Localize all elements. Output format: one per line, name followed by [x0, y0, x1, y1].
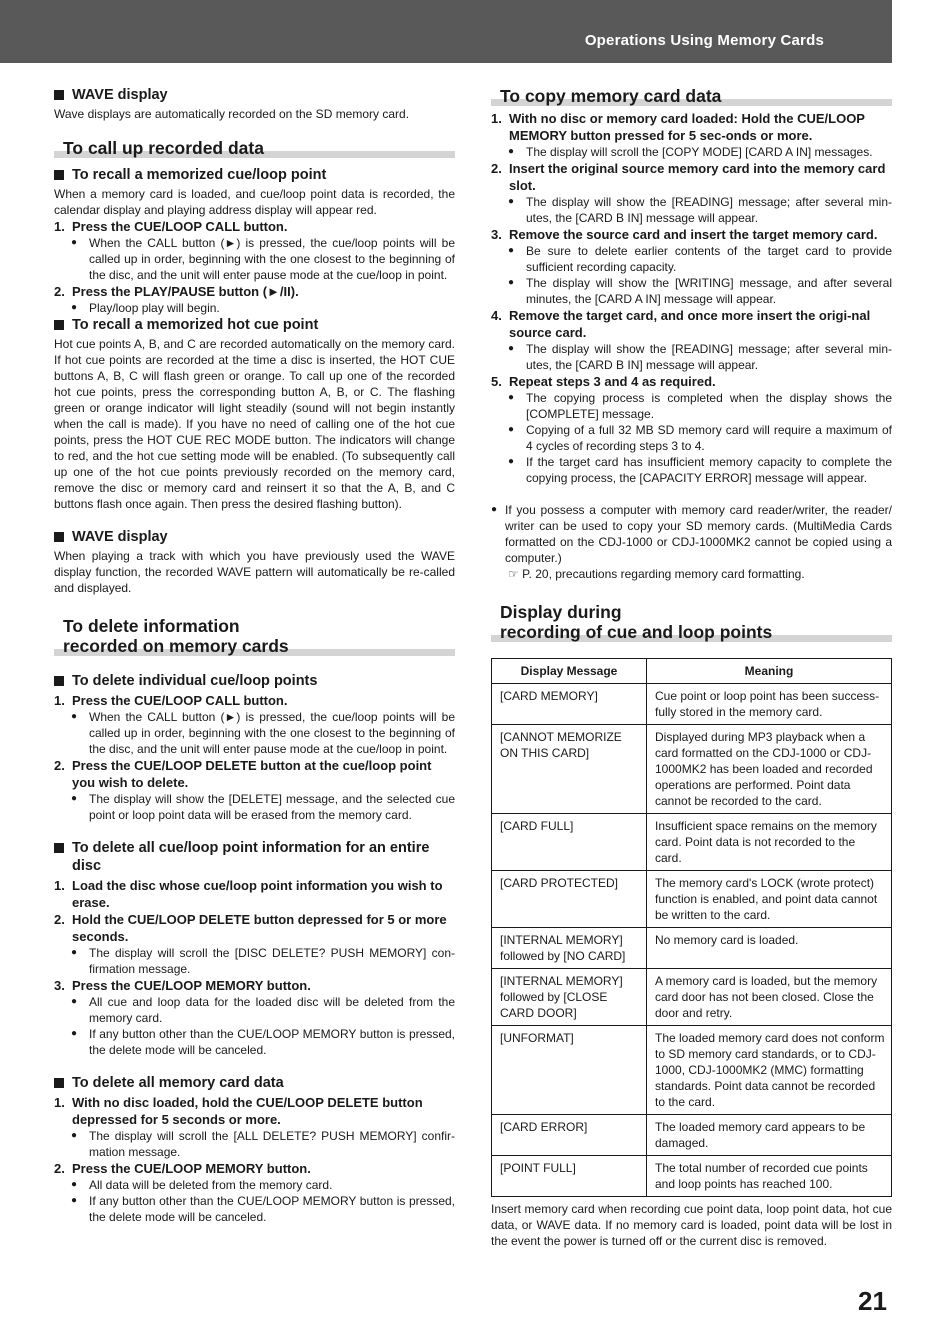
bullet-item: ● Play/loop play will begin. [71, 301, 220, 315]
recall-hot-cue-text: Hot cue points A, B, and C are recorded automatically on the memory card. If hot cue points are recorded at the time a disc is inserted, the HOT CUE buttons A, B, C will flash green or orange. To call up one of the recorded hot cue points, press the corresponding button A, B, or C. The flashing green or orange indicator will light steadily (sound will not begin instantly when the call is made). If you have no need of calling one of the hot cue points, press the HOT CUE REC MODE button. The indicators will change to red, and the hot cue setting mode will be enabled. (To subsequently call up one of the hot cue points previously recorded on the memory card, remove the disc or memory card and reinsert it so that the A, B, and C buttons flash once again. Then press the desired flashing button). [54, 337, 455, 511]
table-cell-message: [CARD PROTECTED] [492, 871, 647, 928]
square-bullet-icon [54, 90, 64, 100]
square-bullet-icon [54, 170, 64, 180]
bullet-item: ● The display will scroll the [DISC DELETE? PUSH MEMORY] con-firmation message. [71, 946, 455, 976]
table-cell-message: [CARD MEMORY] [492, 684, 647, 725]
square-bullet-icon [54, 843, 64, 853]
table-header-meaning: Meaning [647, 659, 892, 684]
bullet-item: ● The display will scroll the [ALL DELETE? PUSH MEMORY] confir-mation message. [71, 1129, 455, 1159]
square-bullet-icon [54, 532, 64, 542]
step-item: 4. Remove the target card, and once more insert the origi-nal source card. ● The display will show the [READING] message; after several min-utes, the [CARD B IN] message will appear. [491, 308, 892, 372]
section-title-call-up: To call up recorded data [54, 138, 455, 158]
bullet-item: ● When the CALL button (►) is pressed, the cue/loop points will be called up in order, beginning with the one closest to the beginning of the disc, and the unit will enter pause mode at the cue/loop in point. [71, 236, 455, 282]
table-row [492, 1115, 892, 1156]
table-cell-meaning: Insufficient space remains on the memory card. Point data is not recorded to the card. [647, 814, 892, 871]
wave-display-heading-2: WAVE display [54, 528, 455, 546]
bullet-item: ● The copying process is completed when the display shows the [COMPLETE] message. [508, 391, 892, 421]
table-row [492, 1156, 892, 1197]
bullet-item: ● If the target card has insufficient memory capacity to complete the copying process, the [CAPACITY ERROR] message will appear. [508, 455, 892, 485]
table-cell-meaning: The loaded memory card appears to be damaged. [647, 1115, 892, 1156]
bullet-item: ● If any button other than the CUE/LOOP MEMORY button is pressed, the delete mode will be canceled. [71, 1027, 455, 1057]
table-cell-message: [UNFORMAT] [492, 1026, 647, 1115]
recall-cue-steps [54, 218, 455, 316]
table-cell-message: [INTERNAL MEMORY] followed by [NO CARD] [492, 928, 647, 969]
bullet-dot-icon: ● [71, 996, 78, 1007]
step-item: 2. Press the PLAY/PAUSE button (►/II). ● Play/loop play will begin. [54, 283, 455, 316]
header-band [0, 0, 892, 63]
page-header-title: Operations Using Memory Cards [584, 32, 824, 49]
table-row [492, 725, 892, 814]
section-title-copy: To copy memory card data [491, 86, 892, 106]
table-footer-note: Insert memory card when recording cue point data, loop point data, hot cue data, or WAVE data. If no memory card is loaded, point data will be lost in the event the power is turned off or the current disc is removed. [491, 1202, 892, 1248]
table-row [492, 928, 892, 969]
section-title-display: Display during recording of cue and loop points [491, 602, 892, 642]
table-cell-meaning: Cue point or loop point has been success-fully stored in the memory card. [647, 684, 892, 725]
table-cell-meaning: The total number of recorded cue points and loop points has reached 100. [647, 1156, 892, 1197]
bullet-item: ● The display will scroll the [COPY MODE] [CARD A IN] messages. [508, 145, 873, 159]
step-item: 2. Hold the CUE/LOOP DELETE button depressed for 5 or more seconds. ● The display will scroll the [DISC DELETE? PUSH MEMORY] con-firmation message. [54, 912, 455, 976]
table-row [492, 684, 892, 725]
bullet-item: ● The display will show the [WRITING] message, and after several minutes, the [CARD A IN] message will appear. [508, 276, 892, 306]
bullet-item: ● If any button other than the CUE/LOOP MEMORY button is pressed, the delete mode will be canceled. [71, 1194, 455, 1224]
bullet-dot-icon: ● [71, 1195, 78, 1206]
bullet-dot-icon: ● [71, 1028, 78, 1039]
table-cell-message: [CARD FULL] [492, 814, 647, 871]
recall-cue-heading: To recall a memorized cue/loop point [54, 166, 455, 184]
wave-display-text: Wave displays are automatically recorded on the SD memory card. [54, 107, 410, 121]
page-number: 21 [858, 1286, 887, 1316]
table-cell-meaning: A memory card is loaded, but the memory card door has not been closed. Close the door and retry. [647, 969, 892, 1026]
page-reference: ☞ P. 20, precautions regarding memory card formatting. [508, 567, 805, 581]
bullet-dot-icon: ● [508, 245, 515, 256]
bullet-dot-icon: ● [71, 237, 78, 248]
delete-all-cue-heading: To delete all cue/loop point information for an entire disc [54, 839, 455, 875]
bullet-dot-icon: ● [71, 1130, 78, 1141]
delete-all-card-steps [54, 1094, 455, 1225]
wave-display-heading: WAVE display [54, 86, 455, 104]
left-column [54, 86, 455, 1225]
table-cell-meaning: The loaded memory card does not conform to SD memory card standards, or to CDJ-1000, CDJ-1000MK2 (MMC) formatting standards. Point data cannot be recorded to the card. [647, 1026, 892, 1115]
step-item: 2. Press the CUE/LOOP DELETE button at the cue/loop point you wish to delete. ● The display will show the [DELETE] message, and the selected cue point or loop point data will be erased from the memory card. [54, 758, 455, 822]
table-row [492, 871, 892, 928]
bullet-dot-icon: ● [508, 343, 515, 354]
wave-display-text-2: When playing a track with which you have previously used the WAVE display function, the recorded WAVE pattern will automatically be re-called and displayed. [54, 549, 455, 595]
table-cell-message: [CARD ERROR] [492, 1115, 647, 1156]
bullet-item: ● All data will be deleted from the memory card. [71, 1178, 333, 1192]
step-item: 2. Press the CUE/LOOP MEMORY button. ● All data will be deleted from the memory card. ● If any button other than the CUE/LOOP MEMORY button is pressed, the delete mode will be canceled. [54, 1161, 455, 1224]
table-row [492, 969, 892, 1026]
delete-all-cue-steps [54, 877, 455, 1058]
bullet-dot-icon: ● [508, 456, 515, 467]
section-title-delete: To delete information recorded on memory cards [54, 616, 455, 656]
bullet-dot-icon: ● [71, 711, 78, 722]
copy-note-list [491, 502, 892, 566]
table-cell-meaning: Displayed during MP3 playback when a card formatted on the CDJ-1000 or CDJ-1000MK2 has been loaded and recorded operations are performed. Point data cannot be recorded to the card. [647, 725, 892, 814]
bullet-dot-icon: ● [71, 793, 78, 804]
delete-individual-heading: To delete individual cue/loop points [54, 672, 455, 690]
step-item: 1. Press the CUE/LOOP CALL button. ● When the CALL button (►) is pressed, the cue/loop points will be called up in order, beginning with the one closest to the beginning of the disc, and the unit will enter pause mode at the cue/loop in point. [54, 219, 455, 282]
bullet-item: ● Be sure to delete earlier contents of the target card to provide sufficient recording capacity. [508, 244, 892, 274]
bullet-dot-icon: ● [508, 392, 515, 403]
step-item: 1. With no disc or memory card loaded: Hold the CUE/LOOP MEMORY button pressed for 5 sec-onds or more. ● The display will scroll the [COPY MODE] [CARD A IN] messages. [491, 110, 892, 160]
bullet-item: ● The display will show the [READING] message; after several min-utes, the [CARD B IN] message will appear. [508, 342, 892, 372]
table-header-row [492, 659, 892, 684]
bullet-item: ● The display will show the [READING] message; after several min-utes, the [CARD B IN] message will appear. [508, 195, 892, 225]
table-row [492, 814, 892, 871]
bullet-dot-icon: ● [71, 1179, 78, 1190]
bullet-item: ● All cue and loop data for the loaded disc will be deleted from the memory card. [71, 995, 455, 1025]
square-bullet-icon [54, 676, 64, 686]
bullet-dot-icon: ● [71, 947, 78, 958]
table-row [492, 1026, 892, 1115]
step-item: 3. Remove the source card and insert the target memory card. ● Be sure to delete earlier contents of the target card to provide sufficient recording capacity. ● The display will show the [WRITING] message, and after several minutes, the [CARD A IN] message will appear. [491, 227, 892, 306]
step-item: 1. Press the CUE/LOOP CALL button. ● When the CALL button (►) is pressed, the cue/loop points will be called up in order, beginning with the one closest to the beginning of the disc, and the unit will enter pause mode at the cue/loop in point. [54, 693, 455, 756]
bullet-dot-icon: ● [491, 504, 498, 515]
table-cell-message: [CANNOT MEMORIZE ON THIS CARD] [492, 725, 647, 814]
recall-hot-cue-heading: To recall a memorized hot cue point [54, 316, 455, 334]
table-cell-message: [INTERNAL MEMORY] followed by [CLOSE CARD DOOR] [492, 969, 647, 1026]
square-bullet-icon [54, 1078, 64, 1088]
copy-note: ● If you possess a computer with memory card reader/writer, the reader/ writer can be used to copy your SD memory cards. (MultiMedia Cards formatted on the CDJ-1000 or CDJ-1000MK2 cannot be copied using a computer.) [491, 503, 892, 565]
step-item: 1. Load the disc whose cue/loop point information you wish to erase. [54, 878, 443, 910]
bullet-item: ● The display will show the [DELETE] message, and the selected cue point or loop point data will be erased from the memory card. [71, 792, 455, 822]
table-cell-message: [POINT FULL] [492, 1156, 647, 1197]
copy-steps [491, 110, 892, 486]
delete-all-card-heading: To delete all memory card data [54, 1074, 455, 1092]
bullet-dot-icon: ● [508, 146, 515, 157]
table-cell-meaning: The memory card's LOCK (wrote protect) function is enabled, and point data cannot be written to the card. [647, 871, 892, 928]
square-bullet-icon [54, 320, 64, 330]
bullet-dot-icon: ● [71, 302, 78, 313]
table-cell-meaning: No memory card is loaded. [647, 928, 892, 969]
step-item: 3. Press the CUE/LOOP MEMORY button. ● All cue and loop data for the loaded disc will be deleted from the memory card. ● If any button other than the CUE/LOOP MEMORY button is pressed, the delete mode will be canceled. [54, 978, 455, 1057]
delete-individual-steps [54, 692, 455, 823]
recall-cue-text: When a memory card is loaded, and cue/loop point data is recorded, the calendar display and playing address display will appear red. [54, 187, 455, 217]
step-item: 1. With no disc loaded, hold the CUE/LOOP DELETE button depressed for 5 seconds or more. ● The display will scroll the [ALL DELETE? PUSH MEMORY] confir-mation message. [54, 1095, 455, 1159]
display-message-table [491, 658, 892, 1197]
step-item: 2. Insert the original source memory card into the memory card slot. ● The display will show the [READING] message; after several min-utes, the [CARD B IN] message will appear. [491, 161, 892, 225]
bullet-dot-icon: ● [508, 277, 515, 288]
bullet-dot-icon: ● [508, 196, 515, 207]
bullet-item: ● Copying of a full 32 MB SD memory card will require a maximum of 4 cycles of recording steps 3 to 4. [508, 423, 892, 453]
table-header-display-message: Display Message [492, 659, 647, 684]
bullet-item: ● When the CALL button (►) is pressed, the cue/loop points will be called up in order, beginning with the one closest to the beginning of the disc, and the unit will enter pause mode at the cue/loop in point. [71, 710, 455, 756]
bullet-dot-icon: ● [508, 424, 515, 435]
step-item: 5. Repeat steps 3 and 4 as required. ● The copying process is completed when the display shows the [COMPLETE] message. ● Copying of a full 32 MB SD memory card will require a maximum of 4 cycles of recording steps 3 to 4. ● If the target card has insufficient memory capacity to complete the copying process, the [CAPACITY ERROR] message will appear. [491, 374, 892, 485]
right-column [491, 86, 892, 1249]
